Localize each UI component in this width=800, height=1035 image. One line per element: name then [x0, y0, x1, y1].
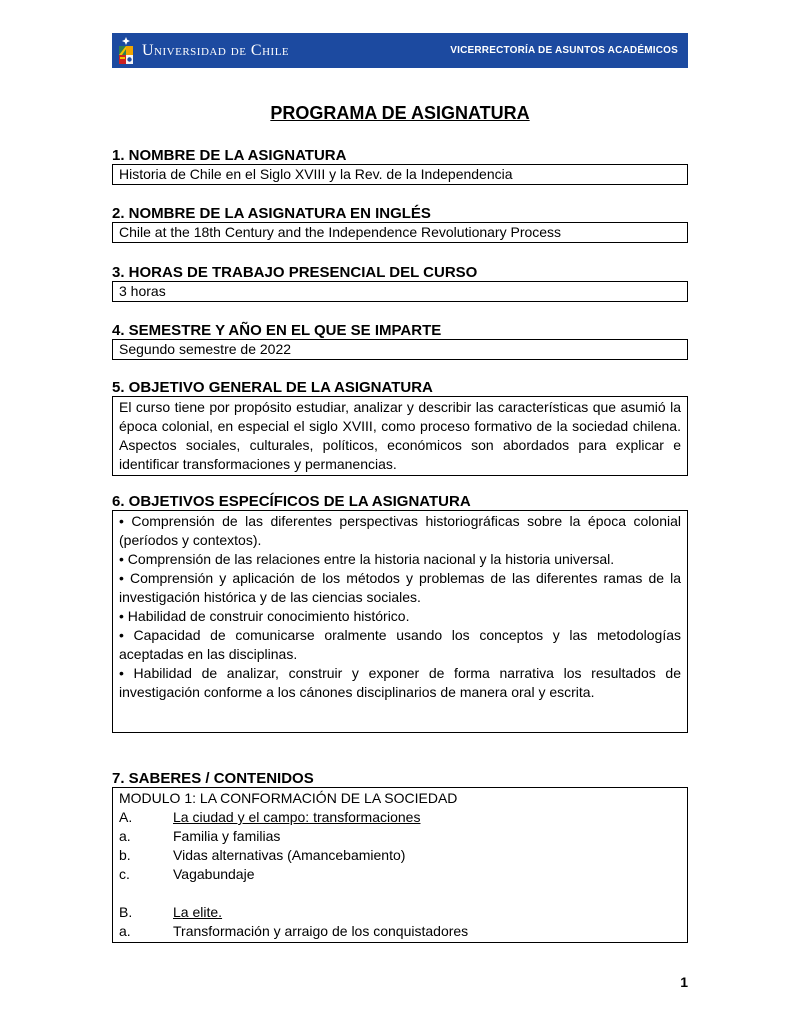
module-item [119, 865, 681, 884]
section-objetivo-general [112, 379, 688, 476]
section-5-paragraph-box: El curso tiene por propósito estudiar, analizar y describir las características que asumió la época colonial, en especial el siglo XVIII, como proceso formativo de la sociedad chilena. Aspectos sociales, culturales, políticos, económicos son abordados para explicar e identificar transformaciones y permanencias. [112, 396, 688, 476]
section-4-heading: 4. SEMESTRE Y AÑO EN EL QUE SE IMPARTE [112, 322, 442, 339]
section-1-value-box: Historia de Chile en el Siglo XVIII y la Rev. de la Independencia [112, 164, 688, 185]
module-item [119, 808, 681, 827]
module-item-text: La elite. [173, 904, 223, 920]
header-left [118, 36, 289, 65]
header-banner [112, 33, 688, 68]
module-1-title: MODULO 1: LA CONFORMACIÓN DE LA SOCIEDAD [119, 790, 458, 806]
blank-line [119, 884, 681, 903]
bullet-item: • Comprensión y aplicación de los métodos y problemas de las diferentes ramas de la investigación histórica y de las ciencias sociales. [119, 570, 681, 605]
module-item-label: B. [119, 904, 133, 920]
page-number: 1 [680, 974, 688, 990]
page-title: PROGRAMA DE ASIGNATURA [270, 103, 530, 123]
bullet-item: • Comprensión de las relaciones entre la historia nacional y la historia universal. [119, 551, 615, 567]
bullet-item: • Comprensión de las diferentes perspectivas historiográficas sobre la época colonial (períodos y contextos). [119, 513, 681, 548]
section-2-value-box: Chile at the 18th Century and the Independence Revolutionary Process [112, 222, 688, 243]
bullet-item: • Capacidad de comunicarse oralmente usando los conceptos y las metodologías aceptadas en las disciplinas. [119, 627, 681, 662]
module-item-label: A. [119, 809, 133, 825]
section-4-value-box: Segundo semestre de 2022 [112, 339, 688, 360]
section-1-heading: 1. NOMBRE DE LA ASIGNATURA [112, 147, 347, 164]
bullet-item: • Habilidad de analizar, construir y exponer de forma narrativa los resultados de investigación conforme a los cánones disciplinarios de manera oral y escrita. [119, 665, 681, 700]
section-7-heading: 7. SABERES / CONTENIDOS [112, 770, 314, 787]
module-item [119, 827, 681, 846]
module-item-label: a. [119, 923, 131, 939]
module-item-label: a. [119, 828, 131, 844]
module-item-text: Vagabundaje [173, 866, 255, 882]
section-objetivos-especificos [112, 493, 688, 733]
section-7-content-box [112, 787, 688, 943]
section-nombre-ingles [112, 205, 688, 243]
section-3-value-box: 3 horas [112, 281, 688, 302]
module-item-text: Vidas alternativas (Amancebamiento) [173, 847, 406, 863]
module-item [119, 846, 681, 865]
section-nombre-asignatura [112, 147, 688, 185]
module-item [119, 922, 681, 941]
section-3-heading: 3. HORAS DE TRABAJO PRESENCIAL DEL CURSO [112, 264, 478, 281]
module-item-text: Familia y familias [173, 828, 281, 844]
university-name: Universidad de Chile [142, 41, 290, 59]
section-5-heading: 5. OBJETIVO GENERAL DE LA ASIGNATURA [112, 379, 433, 396]
university-crest-icon [118, 36, 134, 65]
section-saberes-contenidos [112, 770, 688, 943]
section-2-heading: 2. NOMBRE DE LA ASIGNATURA EN INGLÉS [112, 205, 431, 222]
module-item [119, 903, 681, 922]
bullet-item: • Habilidad de construir conocimiento histórico. [119, 608, 410, 624]
section-semestre-ano [112, 322, 688, 360]
section-6-heading: 6. OBJETIVOS ESPECÍFICOS DE LA ASIGNATURA [112, 493, 471, 510]
module-item-label: b. [119, 847, 131, 863]
vicerrectoria-label: VICERRECTORÍA DE ASUNTOS ACADÉMICOS [450, 45, 678, 56]
section-horas-trabajo [112, 264, 688, 302]
module-item-text: La ciudad y el campo: transformaciones [173, 809, 421, 825]
module-item-label: c. [119, 866, 130, 882]
module-item-text: Transformación y arraigo de los conquistadores [173, 923, 469, 939]
section-6-bullets-box [112, 510, 688, 733]
